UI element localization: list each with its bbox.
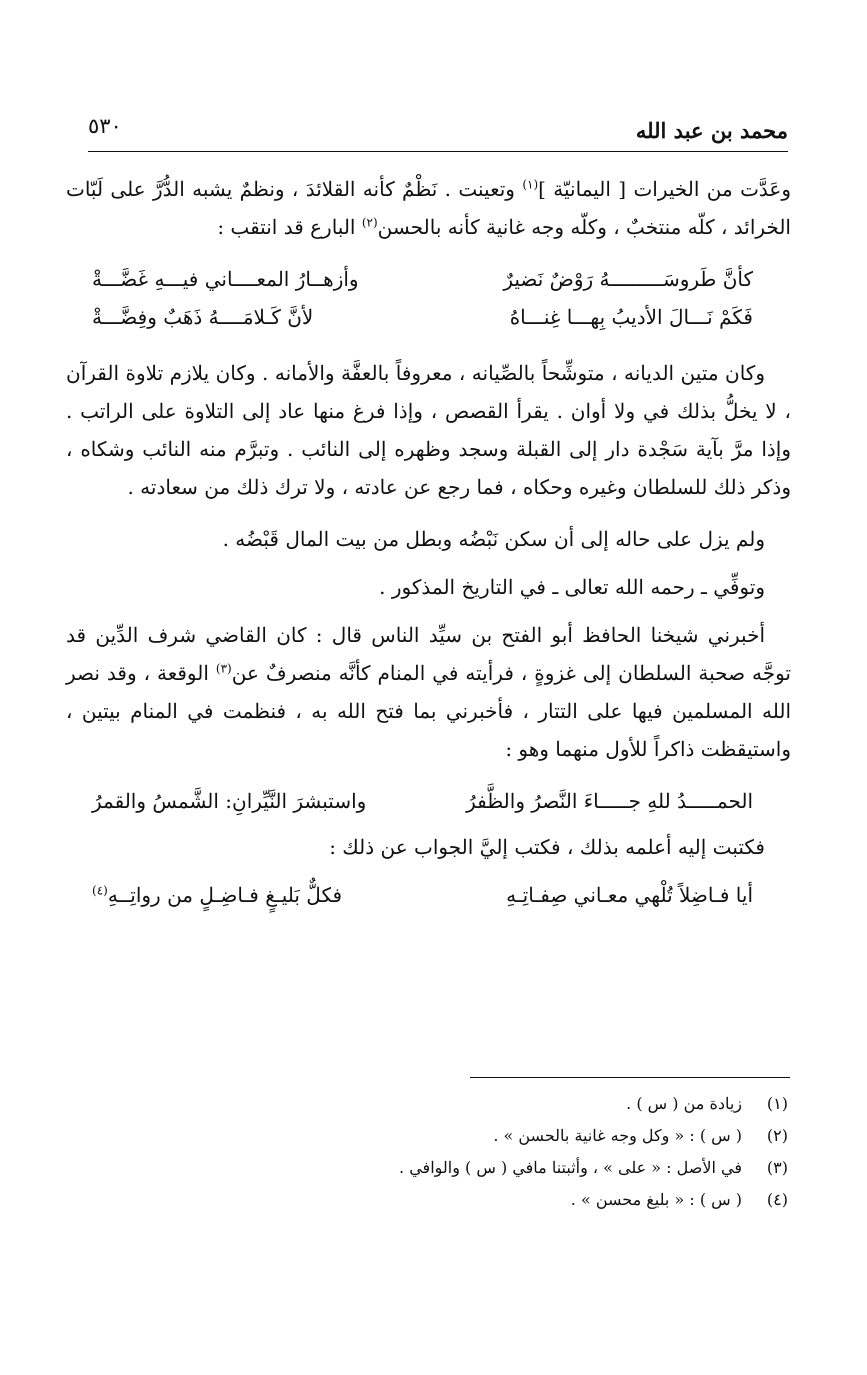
footnote-number: (١) [766, 1094, 788, 1113]
footnotes [88, 1088, 788, 1216]
poem-3 [66, 876, 791, 914]
running-header [88, 108, 788, 148]
footnote-text: ( س ) : « بليغ محسن » . [570, 1190, 742, 1209]
footnote-number: (٤) [766, 1190, 788, 1209]
paragraph-2: وكان متين الديانه ، متوشِّحاً بالصِّيانه ، معروفاً بالعفَّة والأمانه . وكان يلازم تلاوة القرآن ، لا يخلُّ بذلك في ولا أوان . يقرأ القصص ، وإذا فرغ منها عاد إلى التلاوة على الراتب . وإذا مرَّ بآية سَجْدة دار إلى القبلة وسجد وظهره إلى النائب . وتبرَّم منه النائب وشكاه ، وذكر ذلك للسلطان وغيره وحكاه ، فما رجع عن عادته ، ولا ترك ذلك من سعادته . [66, 361, 791, 499]
footnote-item [88, 1152, 788, 1184]
footnote-number: (٢) [766, 1126, 788, 1145]
hemistich-left: فكلٌّ بَليـغٍ فـاضِـلٍ من رواتِــهِ$^{(٤)}$ [92, 883, 343, 907]
hemistich-right: كأنَّ طَروسَـــــــــهُ رَوْضٌ نَضيرٌ [503, 267, 753, 291]
footnote-ref-1[interactable]: (١) [522, 177, 539, 192]
hemistich-left: واستبشرَ النَّيِّرانِ: الشَّمسُ والقمرُ [92, 789, 367, 813]
footnote-text: زيادة من ( س ) . [626, 1094, 742, 1113]
footnote-text: ( س ) : « وكل وجه غانية بالحسن » . [493, 1126, 742, 1145]
hemistich-right: فَكَمْ نَـــالَ الأديبُ بِهـــا غِنـــاهُ [509, 305, 753, 329]
hemistich-left: وأزهــارُ المعــــاني فيـــهِ غَضَّـــةْ [92, 267, 359, 291]
page-number: ٥٣٠ [88, 114, 122, 138]
footnote-number: (٣) [766, 1158, 788, 1177]
footnote-ref-3[interactable]: (٣) [215, 661, 232, 676]
footnote-item [88, 1088, 788, 1120]
footnote-divider [470, 1077, 790, 1078]
verse-line [66, 260, 791, 298]
paragraph-3: ولم يزل على حاله إلى أن سكن نَبْضُه وبطل من بيت المال قَبْضُه . [222, 527, 765, 551]
verse-line [66, 876, 791, 914]
header-divider [88, 151, 788, 152]
running-title: محمد بن عبد الله [635, 118, 788, 143]
footnote-item [88, 1184, 788, 1216]
main-text [66, 170, 791, 914]
paragraph-1: وعَدَّت من الخيرات [ اليمانيّة ]$^{(١)}$ وتعينت . نَظْمٌ كأنه القلائدَ ، ونظمٌ يشبه الدُّرَّ على لَبّات الخرائد ، كلّه منتخبٌ ، وكلّه وجه غانية كأنه بالحسن$^{(٢)}$ البارع قد انتقب : [66, 177, 791, 239]
poem-1 [66, 260, 791, 336]
verse-line [66, 782, 791, 820]
footnote-ref-4[interactable]: (٤) [92, 883, 108, 898]
footnote-ref-2[interactable]: (٢) [361, 215, 378, 230]
poem-2 [66, 782, 791, 820]
footnote-item [88, 1120, 788, 1152]
hemistich-right: الحمـــــدُ للهِ جـــــاءَ النَّصرُ والظَّفرُ [466, 789, 753, 813]
hemistich-right: أيا فـاضِلاً تُلْهي معـاني صِفـاتِـهِ [506, 883, 753, 907]
paragraph-6: فكتبت إليه أعلمه بذلك ، فكتب إليَّ الجواب عن ذلك : [329, 835, 765, 859]
footnote-text: في الأصل : « على » ، وأثبتنا مافي ( س ) والوافي . [399, 1158, 742, 1177]
paragraph-4: وتوفِّي ـ رحمه الله تعالى ـ في التاريخ المذكور . [379, 575, 765, 599]
hemistich-left: لأنَّ كَـلامَــــهُ ذَهَبٌ وفِضَّـــةْ [92, 305, 314, 329]
paragraph-5: أخبرني شيخنا الحافظ أبو الفتح بن سيِّد الناس قال : كان القاضي شرف الدِّين قد توجَّه صحبة السلطان إلى غزوةٍ ، فرأيته في المنام كأنَّه منصرفٌ عن$^{(٣)}$ الوقعة ، وقد نصر الله المسلمين فيها على التتار ، فأخبرني بما فتح الله به ، فنظمت في المنام بيتين ، واستيقظت ذاكراً للأول منهما وهو : [66, 623, 791, 761]
verse-line [66, 298, 791, 336]
